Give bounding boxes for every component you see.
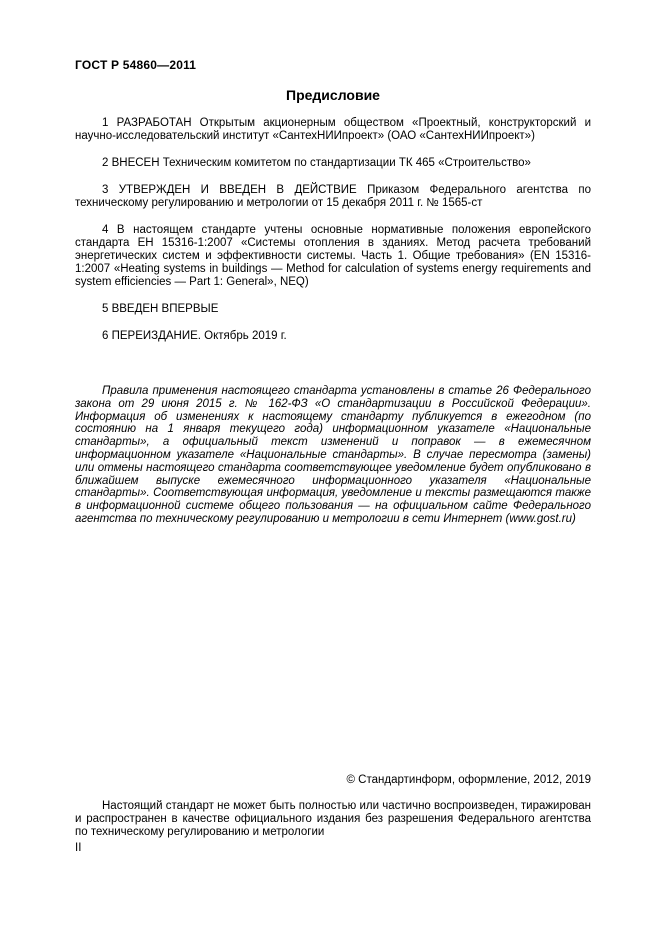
foreword-item-3: 3 УТВЕРЖДЕН И ВВЕДЕН В ДЕЙСТВИЕ Приказом Федерального агентства по техническому регулированию и метрологии от 15 декабря 2011 г. № 1565-ст xyxy=(75,184,591,209)
foreword-item-1: 1 РАЗРАБОТАН Открытым акционерным обществом «Проектный, конструкторский и научно-исследовательский институт «СантехНИИпроект» (ОАО «СантехНИИпроект») xyxy=(75,117,591,142)
foreword-item-4: 4 В настоящем стандарте учтены основные нормативные положения европейского стандарта ЕН 15316-1:2007 «Системы отопления в зданиях. Метод расчета требований энергетических систем и эффективности системы. Часть 1. Общие требования» (EN 15316-1:2007 «Heating systems in buildings — Method for calculation of systems energy requirements and system efficiencies — Part 1: General», NEQ) xyxy=(75,224,591,288)
reproduction-notice: Настоящий стандарт не может быть полностью или частично воспроизведен, тиражирован и распространен в качестве официального издания без разрешения Федерального агентства по техническому регулированию и метрологии xyxy=(75,800,591,838)
copyright-line: © Стандартинформ, оформление, 2012, 2019 xyxy=(346,774,591,786)
page-title: Предисловие xyxy=(286,87,380,103)
foreword-item-5: 5 ВВЕДЕН ВПЕРВЫЕ xyxy=(102,303,219,315)
foreword-item-2: 2 ВНЕСЕН Техническим комитетом по стандартизации ТК 465 «Строительство» xyxy=(102,157,531,169)
page-number: II xyxy=(75,842,82,854)
foreword-item-6: 6 ПЕРЕИЗДАНИЕ. Октябрь 2019 г. xyxy=(102,330,287,342)
doc-code: ГОСТ Р 54860—2011 xyxy=(75,58,197,72)
foreword-body xyxy=(75,117,591,540)
legal-notice: Правила применения настоящего стандарта установлены в статье 26 Федерального закона от 29 июня 2015 г. № 162-ФЗ «О стандартизации в Российской Федерации». Информация об изменениях к настоящему стандарту публикуется в ежегодном (по состоянию на 1 января текущего года) информационном указателе «Национальные стандарты», а официальный текст изменений и поправок — в ежемесячном информационном указателе «Национальные стандарты». В случае пересмотра (замены) или отмены настоящего стандарта соответствующее уведомление будет опубликовано в ближайшем выпуске ежемесячного информационного указателя «Национальные стандарты». Соответствующая информация, уведомление и тексты размещаются также в информационной системе общего пользования — на официальном сайте Федерального агентства по техническому регулированию и метрологии в сети Интернет (www.gost.ru) xyxy=(75,385,591,525)
